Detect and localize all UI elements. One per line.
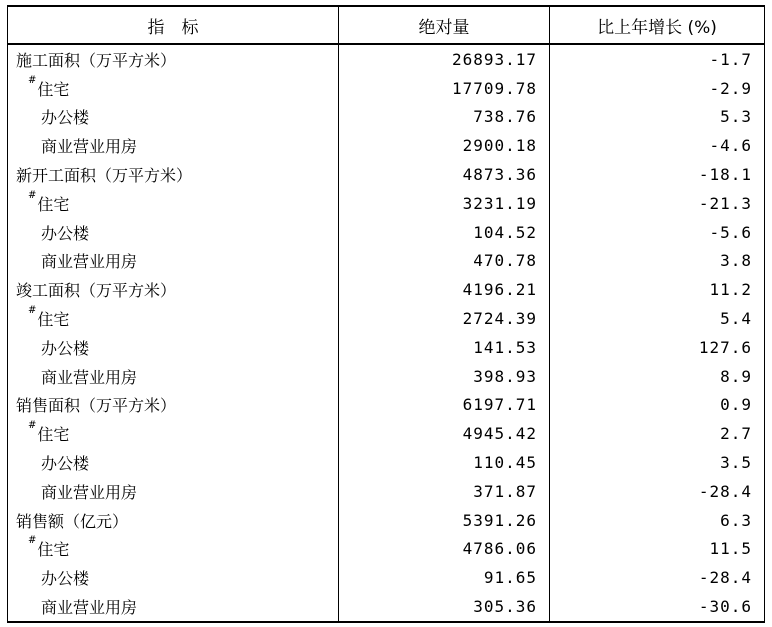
growth-rate-cell: 3.5: [550, 448, 765, 477]
growth-rate-cell: 5.3: [550, 103, 765, 132]
row-label: [8, 189, 339, 218]
table-row: [8, 218, 765, 247]
row-label-text: 销售额（亿元）: [16, 511, 129, 531]
growth-rate-cell: 127.6: [550, 333, 765, 362]
row-label-text: 办公楼: [41, 108, 90, 128]
growth-rate-cell: -2.9: [550, 74, 765, 103]
growth-rate-cell: -4.6: [550, 131, 765, 160]
growth-rate-cell: -1.7: [550, 44, 765, 74]
absolute-value-cell: 4873.36: [339, 160, 550, 189]
absolute-value-cell: 141.53: [339, 333, 550, 362]
table-row: [8, 448, 765, 477]
footnote-marker: #: [28, 74, 37, 86]
table-row: [8, 131, 765, 160]
row-label: [8, 592, 339, 622]
growth-rate-cell: 11.2: [550, 275, 765, 304]
row-label-text: 办公楼: [41, 569, 90, 589]
row-label-text: 商业营业用房: [41, 482, 138, 502]
row-label-text: 住宅: [37, 310, 70, 330]
row-label-text: 商业营业用房: [41, 137, 138, 157]
absolute-value-cell: 3231.19: [339, 189, 550, 218]
row-label: [8, 333, 339, 362]
table-row: [8, 477, 765, 506]
row-label: [8, 247, 339, 276]
absolute-value-cell: 305.36: [339, 592, 550, 622]
footnote-marker: #: [28, 189, 37, 201]
absolute-value-cell: 17709.78: [339, 74, 550, 103]
row-label-text: 商业营业用房: [41, 367, 138, 387]
growth-rate-cell: 3.8: [550, 247, 765, 276]
row-label-text: 住宅: [37, 194, 70, 214]
row-label: [8, 563, 339, 592]
row-label-text: 办公楼: [41, 454, 90, 474]
row-label: [8, 391, 339, 420]
row-label: [8, 131, 339, 160]
row-label: [8, 535, 339, 564]
table-row: [8, 506, 765, 535]
header-indicator: 指 标: [8, 6, 339, 44]
row-label-text: 商业营业用房: [41, 252, 138, 272]
table-header-row: [8, 6, 765, 44]
growth-rate-cell: 5.4: [550, 304, 765, 333]
table-row: [8, 333, 765, 362]
row-label-text: 住宅: [37, 540, 70, 560]
statistics-table-container: [7, 5, 764, 623]
absolute-value-cell: 2724.39: [339, 304, 550, 333]
absolute-value-cell: 738.76: [339, 103, 550, 132]
growth-rate-cell: 8.9: [550, 362, 765, 391]
row-label-text: 施工面积（万平方米）: [16, 50, 177, 70]
table-row: [8, 362, 765, 391]
absolute-value-cell: 5391.26: [339, 506, 550, 535]
absolute-value-cell: 26893.17: [339, 44, 550, 74]
absolute-value-cell: 6197.71: [339, 391, 550, 420]
row-label: [8, 44, 339, 74]
row-label: [8, 304, 339, 333]
row-label: [8, 74, 339, 103]
absolute-value-cell: 371.87: [339, 477, 550, 506]
table-row: [8, 103, 765, 132]
table-row: [8, 275, 765, 304]
absolute-value-cell: 470.78: [339, 247, 550, 276]
growth-rate-cell: -18.1: [550, 160, 765, 189]
header-absolute-value: 绝对量: [339, 6, 550, 44]
footnote-marker: #: [28, 420, 37, 432]
growth-rate-cell: -30.6: [550, 592, 765, 622]
table-row: [8, 74, 765, 103]
footnote-marker: #: [28, 535, 37, 547]
table-row: [8, 160, 765, 189]
row-label-text: 办公楼: [41, 338, 90, 358]
row-label-text: 竣工面积（万平方米）: [16, 281, 177, 301]
row-label-text: 销售面积（万平方米）: [16, 396, 177, 416]
row-label-text: 办公楼: [41, 223, 90, 243]
table-row: [8, 563, 765, 592]
row-label: [8, 419, 339, 448]
table-row: [8, 419, 765, 448]
growth-rate-cell: 6.3: [550, 506, 765, 535]
row-label: [8, 103, 339, 132]
row-label: [8, 275, 339, 304]
footnote-marker: #: [28, 305, 37, 317]
row-label: [8, 160, 339, 189]
table-row: [8, 189, 765, 218]
growth-rate-cell: 0.9: [550, 391, 765, 420]
absolute-value-cell: 104.52: [339, 218, 550, 247]
row-label: [8, 362, 339, 391]
growth-rate-cell: 11.5: [550, 535, 765, 564]
absolute-value-cell: 91.65: [339, 563, 550, 592]
absolute-value-cell: 398.93: [339, 362, 550, 391]
growth-rate-cell: -28.4: [550, 477, 765, 506]
absolute-value-cell: 4196.21: [339, 275, 550, 304]
row-label-text: 住宅: [37, 425, 70, 445]
row-label: [8, 218, 339, 247]
statistics-table: [7, 5, 765, 623]
growth-rate-cell: -5.6: [550, 218, 765, 247]
growth-rate-cell: -21.3: [550, 189, 765, 218]
table-row: [8, 535, 765, 564]
absolute-value-cell: 110.45: [339, 448, 550, 477]
growth-rate-cell: -28.4: [550, 563, 765, 592]
row-label-text: 新开工面积（万平方米）: [16, 166, 193, 186]
absolute-value-cell: 4945.42: [339, 419, 550, 448]
table-row: [8, 592, 765, 622]
row-label-text: 住宅: [37, 79, 70, 99]
header-growth-rate: 比上年增长 (%): [550, 6, 765, 44]
row-label: [8, 477, 339, 506]
row-label: [8, 448, 339, 477]
row-label: [8, 506, 339, 535]
table-row: [8, 247, 765, 276]
table-body: [8, 44, 765, 622]
table-row: [8, 304, 765, 333]
absolute-value-cell: 4786.06: [339, 535, 550, 564]
growth-rate-cell: 2.7: [550, 419, 765, 448]
table-row: [8, 44, 765, 74]
row-label-text: 商业营业用房: [41, 598, 138, 618]
absolute-value-cell: 2900.18: [339, 131, 550, 160]
table-row: [8, 391, 765, 420]
